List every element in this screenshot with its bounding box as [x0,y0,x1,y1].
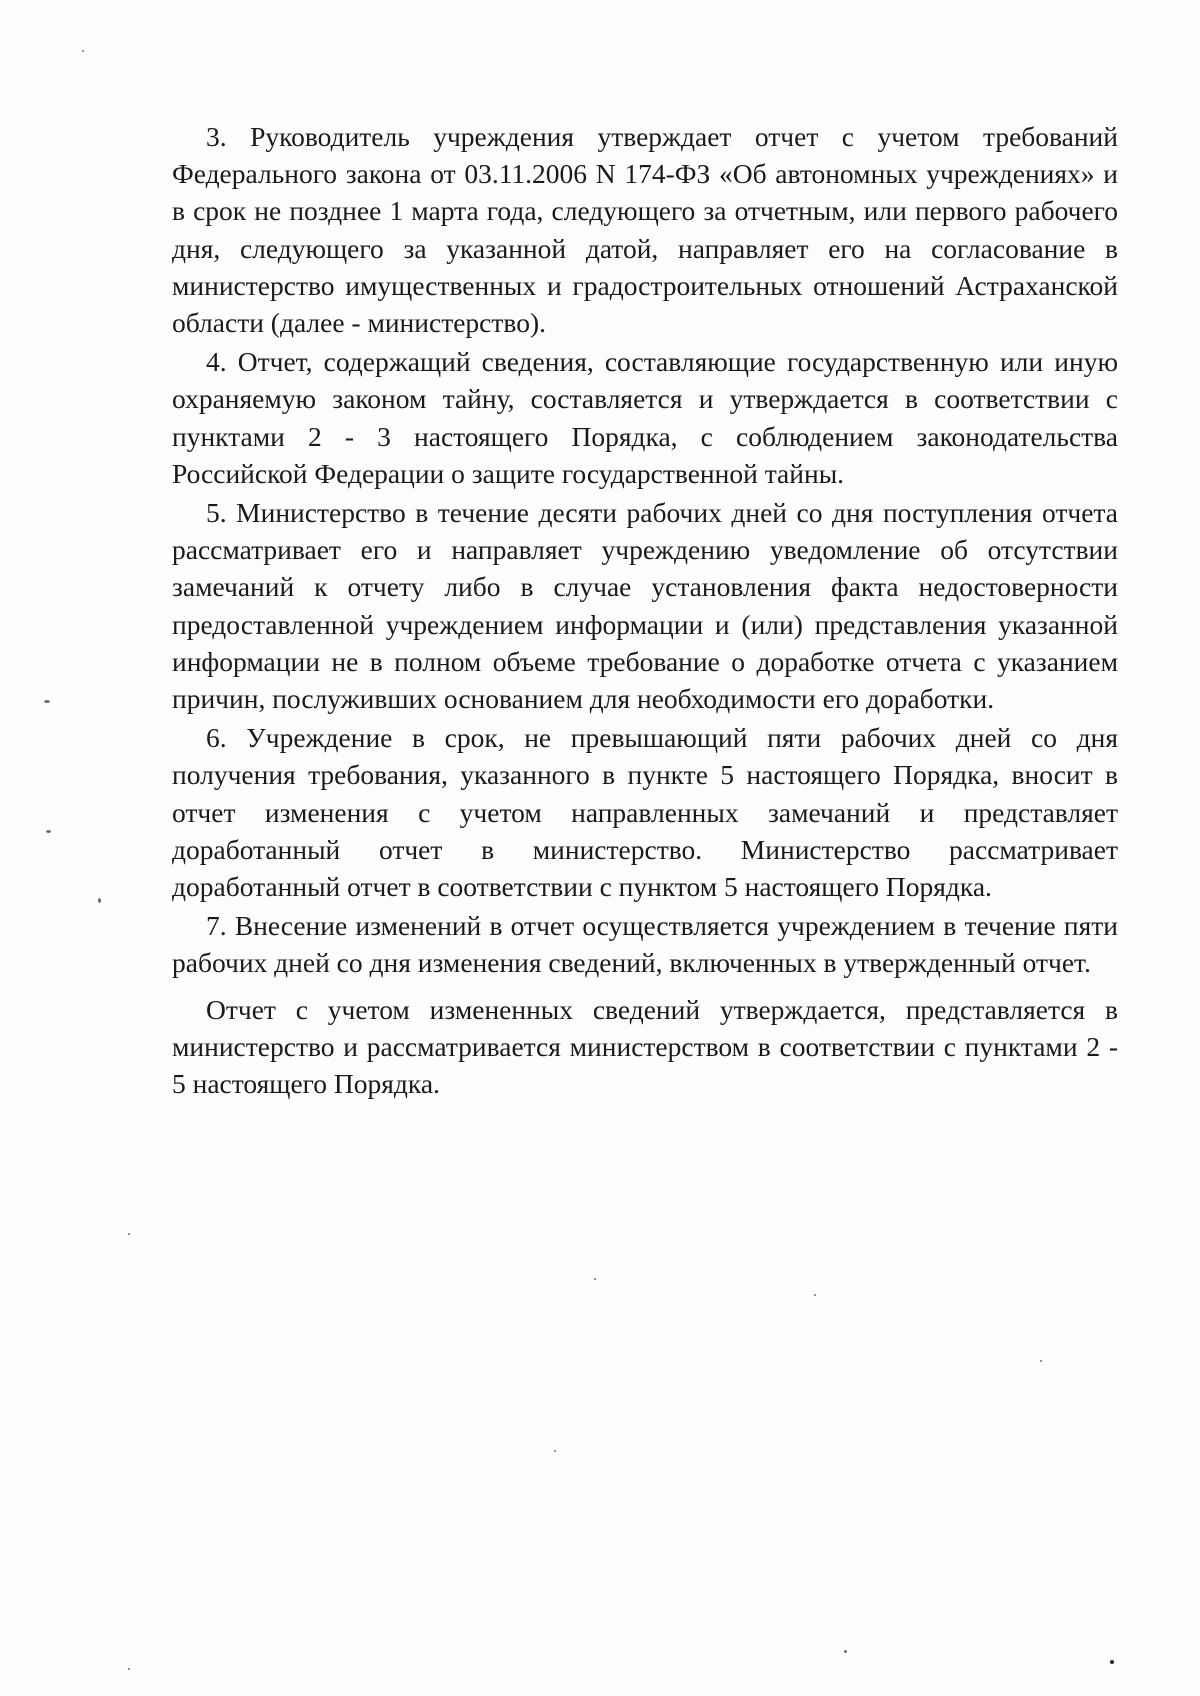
document-body [172,118,1118,1102]
paragraph-4: 4. Отчет, содержащий сведения, составляющие государственную или иную охраняемую законом тайну, составляется и утверждается в соответствии с пунктами 2 - 3 настоящего Порядка, с соблюдением законодательства Российской Федерации о защите государственной тайны. [172,346,1118,489]
scan-speck [814,1294,816,1296]
scan-speck [1040,1360,1042,1362]
paragraph-7: 7. Внесение изменений в отчет осуществляется учреждением в течение пяти рабочих дней со дня изменения сведений, включенных в утвержденный отчет. [172,910,1118,979]
scan-speck [1110,1660,1114,1664]
paragraph-7-continuation: Отчет с учетом измененных сведений утверждается, представляется в министерство и рассматривается министерством в соответствии с пунктами 2 - 5 настоящего Порядка. [172,993,1118,1100]
scan-speck [98,898,101,903]
scan-speck [82,50,84,52]
scan-speck [594,1278,596,1280]
scan-speck [44,700,50,703]
paragraph-3: 3. Руководитель учреждения утверждает отчет с учетом требований Федерального закона от 03.11.2006 N 174-ФЗ «Об автономных учреждениях» и в срок не позднее 1 марта года, следующего за отчетным, или первого рабочего дня, следующего за указанной датой, направляет его на согласование в министерство имущественных и градостроительных отношений Астраханской области (далее - министерство). [172,121,1118,339]
scan-speck [128,1233,130,1235]
scan-speck [844,1650,847,1653]
scan-speck [46,830,51,833]
scan-speck [128,1668,130,1670]
paragraph-6: 6. Учреждение в срок, не превышающий пяти рабочих дней со дня получения требования, указанного в пункте 5 настоящего Порядка, вносит в отчет изменения с учетом направленных замечаний и представляет доработанный отчет в министерство. Министерство рассматривает доработанный отчет в соответствии с пунктом 5 настоящего Порядка. [172,722,1118,903]
paragraph-5: 5. Министерство в течение десяти рабочих дней со дня поступления отчета рассматривает его и направляет учреждению уведомление об отсутствии замечаний к отчету либо в случае установления факта недостоверности предоставленной учреждением информации и (или) представления указанной информации не в полном объеме требование о доработке отчета с указанием причин, послуживших основанием для необходимости его доработки. [172,497,1118,715]
scan-speck [554,1450,556,1452]
